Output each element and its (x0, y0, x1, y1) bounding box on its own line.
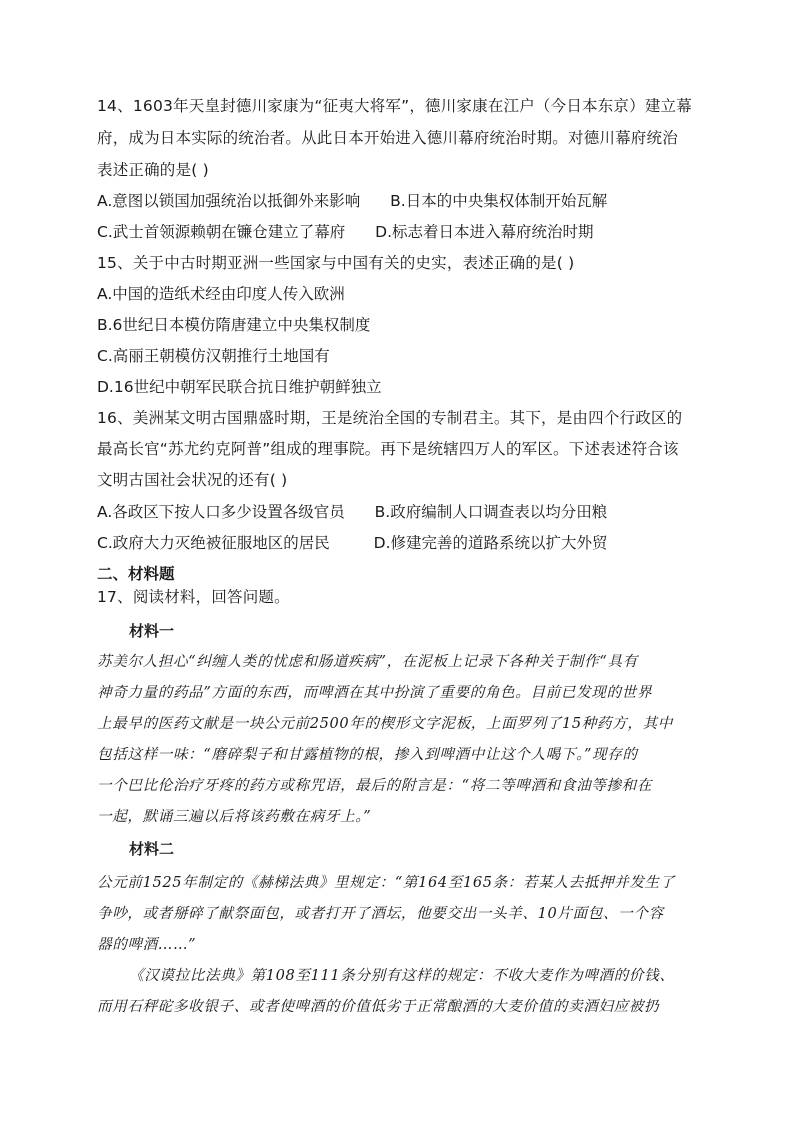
q16-options-row-2 (97, 533, 608, 553)
material-1-line-1: 苏美尔人担心“纠缠人类的忧虑和肠道疾病”，在泥板上记录下各种关于制作“具有 (97, 653, 638, 670)
q16-stem-line-1: 16、美洲某文明古国鼎盛时期，王是统治全国的专制君主。其下，是由四个行政区的 (97, 409, 683, 427)
q16-option-a[interactable]: A.各政区下按人口多少设置各级官员 (97, 503, 345, 521)
q15-option-b[interactable]: B.6世纪日本模仿隋唐建立中央集权制度 (97, 316, 371, 334)
section-heading: 二、材料题 (97, 565, 175, 583)
q16-option-b[interactable]: B.政府编制人口调查表以均分田粮 (374, 503, 608, 521)
material-2-title: 材料二 (129, 840, 175, 858)
material-2-para2-line-1: 《汉谟拉比法典》第108至111条分别有这样的规定：不收大麦作为啤酒的价钱、 (129, 967, 675, 984)
material-2-line-3: 器的啤酒……” (97, 936, 197, 953)
material-2-para2-line-2: 而用石秤砣多收银子、或者使啤酒的价值低劣于正常酿酒的大麦价值的卖酒妇应被扔 (97, 998, 660, 1015)
material-2-line-1: 公元前1525年制定的《赫梯法典》里规定：“第164至165条：若某人去抵押并发生了 (97, 874, 675, 891)
material-1-line-5: 一个巴比伦治疗牙疼的药方或称咒语，最后的附言是：“将二等啤酒和食油等掺和在 (97, 777, 653, 794)
q14-options-row-1 (97, 191, 607, 211)
material-1-title: 材料一 (129, 622, 175, 640)
q16-option-c[interactable]: C.政府大力灭绝被征服地区的居民 (97, 534, 330, 552)
q15-option-c[interactable]: C.高丽王朝模仿汉朝推行土地国有 (97, 347, 330, 365)
q16-stem-line-3: 文明古国社会状况的还有( ) (97, 471, 288, 489)
q16-option-d[interactable]: D.修建完善的道路系统以扩大外贸 (373, 534, 608, 552)
q15-option-d[interactable]: D.16世纪中朝军民联合抗日维护朝鲜独立 (97, 378, 382, 396)
q14-stem-line-2: 府，成为日本实际的统治者。从此日本开始进入德川幕府统治时期。对德川幕府统治 (97, 129, 678, 147)
q14-option-d[interactable]: D.标志着日本进入幕府统治时期 (375, 223, 594, 241)
q16-options-row-1 (97, 502, 607, 522)
material-1-line-4: 包括这样一味：“磨碎梨子和甘露植物的根，掺入到啤酒中让这个人喝下。”现存的 (97, 746, 638, 763)
material-1-line-3: 上最早的医药文献是一块公元前2500年的楔形文字泥板，上面罗列了15种药方，其中 (97, 715, 673, 732)
material-2-line-2: 争吵，或者掰碎了献祭面包，或者打开了酒坛，他要交出一头羊、10片面包、一个容 (97, 905, 664, 922)
material-1-line-6: 一起，默诵三遍以后将该药敷在病牙上。” (97, 808, 372, 825)
q14-option-b[interactable]: B.日本的中央集权体制开始瓦解 (390, 192, 608, 210)
q14-options-row-2 (97, 222, 594, 242)
q14-stem-line-1: 14、1603年天皇封德川家康为“征夷大将军”，德川家康在江户（今日本东京）建立幕 (97, 97, 692, 115)
q14-option-a[interactable]: A.意图以锁国加强统治以抵御外来影响 (97, 192, 361, 210)
q16-stem-line-2: 最高长官“苏尤约克阿普”组成的理事院。再下是统辖四万人的军区。下述表述符合该 (97, 440, 679, 458)
q14-stem-line-3: 表述正确的是( ) (97, 161, 209, 179)
q14-option-c[interactable]: C.武士首领源赖朝在镰仓建立了幕府 (97, 223, 346, 241)
material-1-line-2: 神奇力量的药品”方面的东西，而啤酒在其中扮演了重要的角色。目前已发现的世界 (97, 684, 653, 701)
q15-stem: 15、关于中古时期亚洲一些国家与中国有关的史实，表述正确的是( ) (97, 254, 575, 272)
q17-stem: 17、阅读材料，回答问题。 (97, 588, 290, 606)
q15-option-a[interactable]: A.中国的造纸术经由印度人传入欧洲 (97, 285, 345, 303)
